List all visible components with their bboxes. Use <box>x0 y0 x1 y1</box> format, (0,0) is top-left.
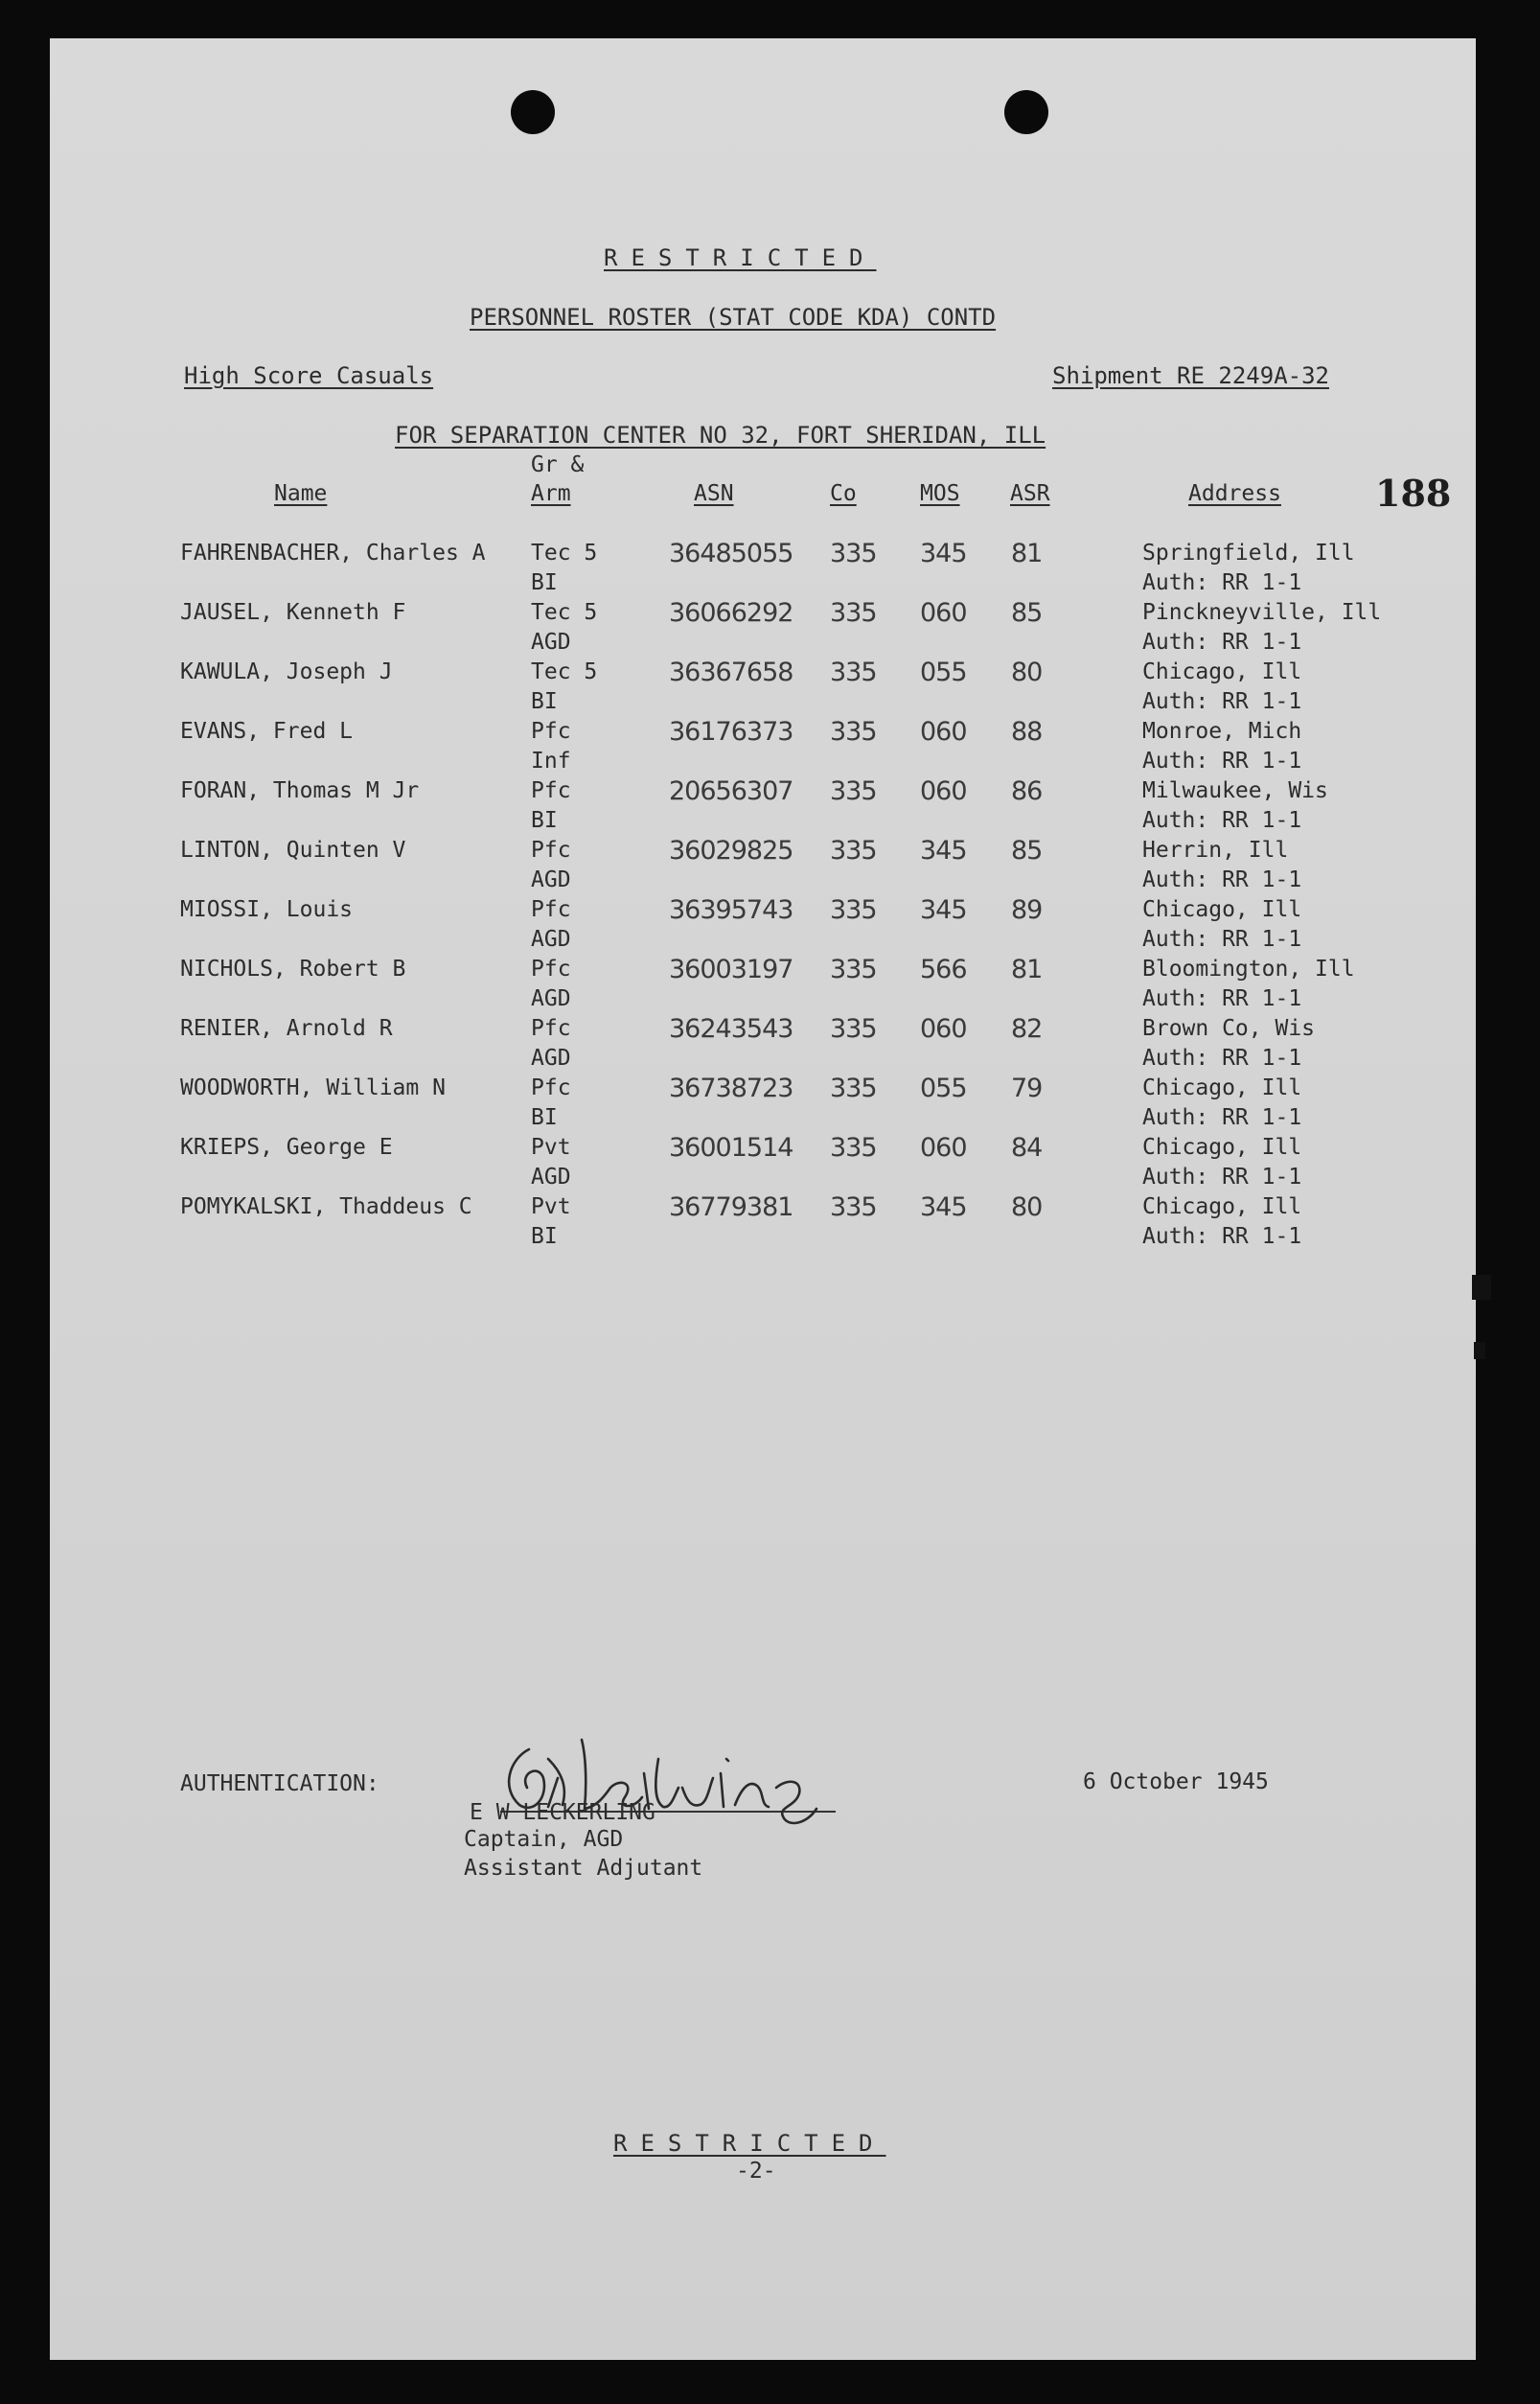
row-mos: 060 <box>920 1133 967 1163</box>
table-row <box>50 541 1476 600</box>
row-auth: Auth: RR 1-1 <box>1142 1165 1302 1190</box>
row-asr: 88 <box>1011 717 1043 747</box>
row-co: 335 <box>830 658 877 687</box>
row-auth: Auth: RR 1-1 <box>1142 808 1302 833</box>
row-asn: 36779381 <box>669 1192 793 1222</box>
column-name: Name <box>274 481 328 506</box>
row-address: Brown Co, Wis <box>1142 1016 1316 1041</box>
row-grade: Tec 5 <box>531 659 598 684</box>
row-co: 335 <box>830 1133 877 1163</box>
row-name: MIOSSI, Louis <box>180 897 354 922</box>
row-co: 335 <box>830 1014 877 1044</box>
row-auth: Auth: RR 1-1 <box>1142 570 1302 595</box>
row-arm: AGD <box>531 986 571 1011</box>
row-address: Chicago, Ill <box>1142 1135 1302 1160</box>
row-mos: 060 <box>920 776 967 806</box>
row-grade: Tec 5 <box>531 541 598 566</box>
row-name: POMYKALSKI, Thaddeus C <box>180 1194 472 1219</box>
authentication-label: AUTHENTICATION: <box>180 1771 379 1796</box>
row-grade: Pfc <box>531 897 571 922</box>
row-mos: 060 <box>920 598 967 628</box>
row-address: Pinckneyville, Ill <box>1142 600 1382 625</box>
row-grade: Pfc <box>531 1075 571 1100</box>
row-name: JAUSEL, Kenneth F <box>180 600 406 625</box>
row-address: Chicago, Ill <box>1142 1194 1302 1219</box>
row-arm: BI <box>531 689 558 714</box>
row-asr: 80 <box>1011 658 1043 687</box>
row-address: Chicago, Ill <box>1142 1075 1302 1100</box>
row-co: 335 <box>830 836 877 866</box>
table-row <box>50 659 1476 719</box>
row-auth: Auth: RR 1-1 <box>1142 749 1302 774</box>
row-address: Monroe, Mich <box>1142 719 1302 744</box>
page-number: -2- <box>736 2159 776 2184</box>
row-address: Springfield, Ill <box>1142 541 1355 566</box>
page-stamp-number: 188 <box>1375 472 1452 515</box>
row-co: 335 <box>830 539 877 568</box>
row-name: FORAN, Thomas M Jr <box>180 778 420 803</box>
table-row <box>50 1016 1476 1075</box>
group-label: High Score Casuals <box>184 362 434 389</box>
row-asn: 36243543 <box>669 1014 793 1044</box>
row-name: KRIEPS, George E <box>180 1135 393 1160</box>
row-address: Chicago, Ill <box>1142 659 1302 684</box>
row-auth: Auth: RR 1-1 <box>1142 867 1302 892</box>
row-grade: Pfc <box>531 719 571 744</box>
row-grade: Pvt <box>531 1194 571 1219</box>
row-arm: AGD <box>531 630 571 655</box>
row-co: 335 <box>830 1192 877 1222</box>
column-address: Address <box>1188 481 1281 506</box>
row-mos: 345 <box>920 539 967 568</box>
table-row <box>50 1135 1476 1194</box>
row-grade: Pfc <box>531 957 571 982</box>
row-auth: Auth: RR 1-1 <box>1142 630 1302 655</box>
row-asn: 36485055 <box>669 539 793 568</box>
row-co: 335 <box>830 776 877 806</box>
row-asr: 85 <box>1011 836 1043 866</box>
row-asr: 86 <box>1011 776 1043 806</box>
punch-hole-right <box>1004 90 1048 134</box>
row-mos: 055 <box>920 658 967 687</box>
document-page <box>50 38 1476 2360</box>
row-name: WOODWORTH, William N <box>180 1075 446 1100</box>
row-co: 335 <box>830 955 877 984</box>
row-asn: 36003197 <box>669 955 793 984</box>
row-asn: 20656307 <box>669 776 793 806</box>
row-auth: Auth: RR 1-1 <box>1142 689 1302 714</box>
table-row <box>50 778 1476 838</box>
destination-line: FOR SEPARATION CENTER NO 32, FORT SHERIDAN, ILL <box>395 422 1046 449</box>
row-arm: Inf <box>531 749 571 774</box>
row-address: Herrin, Ill <box>1142 838 1289 863</box>
column-gr-arm-bottom: Arm <box>531 481 571 506</box>
row-auth: Auth: RR 1-1 <box>1142 927 1302 952</box>
table-row <box>50 719 1476 778</box>
row-name: FAHRENBACHER, Charles A <box>180 541 486 566</box>
table-row <box>50 1194 1476 1254</box>
row-grade: Pvt <box>531 1135 571 1160</box>
row-co: 335 <box>830 717 877 747</box>
row-asr: 81 <box>1011 539 1043 568</box>
row-arm: AGD <box>531 1165 571 1190</box>
row-arm: BI <box>531 1105 558 1130</box>
row-address: Milwaukee, Wis <box>1142 778 1328 803</box>
row-name: NICHOLS, Robert B <box>180 957 406 982</box>
row-mos: 060 <box>920 1014 967 1044</box>
row-address: Bloomington, Ill <box>1142 957 1355 982</box>
row-name: RENIER, Arnold R <box>180 1016 393 1041</box>
classification-header: RESTRICTED <box>604 244 877 271</box>
column-mos: MOS <box>920 481 960 506</box>
table-row <box>50 897 1476 957</box>
punch-hole-left <box>511 90 555 134</box>
row-asn: 36738723 <box>669 1074 793 1103</box>
row-mos: 345 <box>920 1192 967 1222</box>
row-auth: Auth: RR 1-1 <box>1142 986 1302 1011</box>
row-mos: 345 <box>920 895 967 925</box>
row-arm: BI <box>531 1224 558 1249</box>
table-row <box>50 838 1476 897</box>
column-co: Co <box>830 481 857 506</box>
row-asr: 84 <box>1011 1133 1043 1163</box>
row-mos: 566 <box>920 955 967 984</box>
row-name: EVANS, Fred L <box>180 719 354 744</box>
row-asr: 81 <box>1011 955 1043 984</box>
row-co: 335 <box>830 1074 877 1103</box>
signer-name: E W LECKERLING <box>470 1800 655 1825</box>
row-asr: 85 <box>1011 598 1043 628</box>
row-asr: 80 <box>1011 1192 1043 1222</box>
row-asn: 36176373 <box>669 717 793 747</box>
row-mos: 060 <box>920 717 967 747</box>
row-asn: 36066292 <box>669 598 793 628</box>
scan-edge-mark <box>1474 1342 1485 1359</box>
row-asr: 89 <box>1011 895 1043 925</box>
row-name: LINTON, Quinten V <box>180 838 406 863</box>
row-asr: 82 <box>1011 1014 1043 1044</box>
row-asr: 79 <box>1011 1074 1043 1103</box>
row-grade: Tec 5 <box>531 600 598 625</box>
row-mos: 055 <box>920 1074 967 1103</box>
row-auth: Auth: RR 1-1 <box>1142 1105 1302 1130</box>
table-row <box>50 957 1476 1016</box>
row-asn: 36001514 <box>669 1133 793 1163</box>
row-co: 335 <box>830 895 877 925</box>
signer-title: Assistant Adjutant <box>464 1856 703 1881</box>
row-grade: Pfc <box>531 1016 571 1041</box>
row-arm: AGD <box>531 1046 571 1071</box>
row-asn: 36029825 <box>669 836 793 866</box>
column-asn: ASN <box>694 481 734 506</box>
shipment-number: Shipment RE 2249A-32 <box>1052 362 1329 389</box>
row-arm: AGD <box>531 867 571 892</box>
row-name: KAWULA, Joseph J <box>180 659 393 684</box>
row-grade: Pfc <box>531 778 571 803</box>
row-arm: BI <box>531 808 558 833</box>
row-asn: 36367658 <box>669 658 793 687</box>
row-co: 335 <box>830 598 877 628</box>
row-grade: Pfc <box>531 838 571 863</box>
row-arm: BI <box>531 570 558 595</box>
classification-footer: RESTRICTED <box>613 2130 886 2157</box>
column-gr-arm-top: Gr & <box>531 452 585 477</box>
column-asr: ASR <box>1010 481 1050 506</box>
document-date: 6 October 1945 <box>1083 1769 1269 1794</box>
row-mos: 345 <box>920 836 967 866</box>
scan-edge-mark <box>1472 1275 1491 1300</box>
signer-rank: Captain, AGD <box>464 1827 624 1852</box>
row-asn: 36395743 <box>669 895 793 925</box>
table-row <box>50 1075 1476 1135</box>
table-row <box>50 600 1476 659</box>
row-auth: Auth: RR 1-1 <box>1142 1224 1302 1249</box>
row-address: Chicago, Ill <box>1142 897 1302 922</box>
roster-title: PERSONNEL ROSTER (STAT CODE KDA) CONTD <box>470 304 997 331</box>
row-auth: Auth: RR 1-1 <box>1142 1046 1302 1071</box>
row-arm: AGD <box>531 927 571 952</box>
